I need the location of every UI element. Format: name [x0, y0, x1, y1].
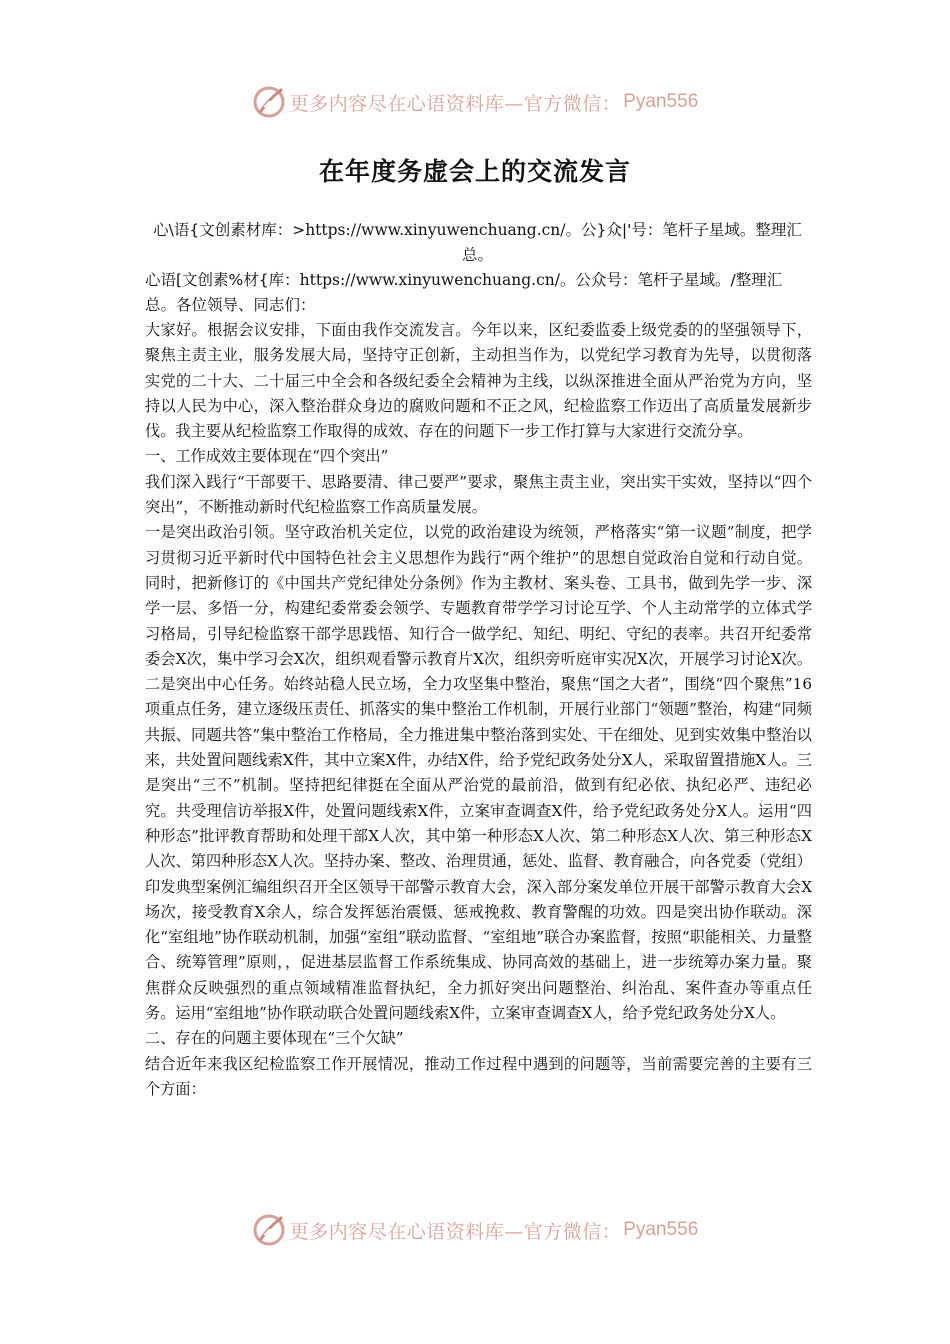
watermark-wechat-id: Pyan556 — [623, 1219, 699, 1240]
paragraph-section-1-detail: 一是突出政治引领。坚守政治机关定位，以党的政治建设为统领，严格落实“第一议题”制度，把学习贯彻习近平新时代中国特色社会主义思想作为践行“两个维护”的思想自觉政治自觉和行动自觉。同时，把新修订的《中国共产党纪律处分条例》作为主教材、案头卷、工具书，做到先学一步、深学一层、多悟一分，构建纪委常委会领学、专题教育带学学习讨论互学、个人主动常学的立体式学习格局，引导纪检监察干部学思践悟、知行合一做学纪、知纪、明纪、守纪的表率。共召开纪委常委会X次，集中学习会X次，组织观看警示教育片X次，组织旁听庭审实况X次，开展学习讨论X次。二是突出中心任务。始终站稳人民立场，全力攻坚集中整治，聚焦“国之大者”，围绕“四个聚焦”16项重点任务，建立逐级压责任、抓落实的集中整治工作机制，开展行业部门“领题”整治，构建“同频共振、同题共答”集中整治工作格局，全力推进集中整治落到实处、干在细处、见到实效集中整治以来，共处置问题线索X件，其中立案X件，办结X件，给予党纪政务处分X人，采取留置措施X人。三是突出“三不”机制。坚持把纪律挺在全面从严治党的最前沿，做到有纪必依、执纪必严、违纪必究。共受理信访举报X件，处置问题线索X件，立案审查调查X件，给予党纪政务处分X人。运用“四种形态”批评教育帮助和处理干部X人次，其中第一种形态X人次、第二种形态X人次、第三种形态X人次、第四种形态X人次。坚持办案、整改、治理贯通，惩处、监督、教育融合，向各党委（党组）印发典型案例汇编组织召开全区领导干部警示教育大会，深入部分案发单位开展干部警示教育大会X场次，接受教育X余人，综合发挥惩治震慑、惩戒挽救、教育警醒的功效。四是突出协作联动。深化“室组地”协作联动机制，加强“室组”联动监督、“室组地”联合办案监督，按照“职能相关、力量整合、统筹管理”原则，，促进基层监督工作系统集成、协同高效的基础上，进一步统筹办案力量。聚焦群众反映强烈的重点领域精准监督执纪，全力抓好突出问题整治、纠治乱、案件查办等重点任务。运用“室组地”协作联动联合处置问题线索X件，立案审查调查X人，给予党纪政务处分X人。 — [145, 523, 812, 1023]
watermark-text: 更多内容尽在心语资料库—官方微信： — [289, 1220, 622, 1243]
source-line-1-prefix: 心\语{文创素材库：> — [153, 221, 306, 239]
document-title: 在年度务虚会上的交流发言 — [318, 157, 631, 186]
watermark-wechat-id: Pyan556 — [623, 91, 699, 112]
source-line-2-suffix: 。公众号：笔杆子星域。/整理汇总。各位领导、同志们： — [145, 271, 783, 314]
watermark-banner-top — [0, 82, 950, 122]
source-line-2 — [145, 268, 810, 318]
brush-logo-icon — [252, 1213, 286, 1247]
document-body — [145, 318, 812, 1102]
paragraph-opening: 大家好。根据会议安排，下面由我作交流发言。今年以来，区纪委监委上级党委的的坚强领导下，聚焦主责主业，服务发展大局，坚持守正创新，主动担当作为，以党纪学习教育为先导，以贯彻落实党的二十大、二十届三中全会和各级纪委全会精神为主线，以纵深推进全面从严治党为方向，坚持以人民为中心，深入整治群众身边的腐败问题和不正之风，纪检监察工作迈出了高质量发展新步伐。我主要从纪检监察工作取得的成效、存在的问题下一步工作打算与大家进行交流分享。 — [145, 321, 812, 441]
source-line-2-prefix: 心语[文创素%材{库： — [145, 271, 300, 289]
heading-section-2: 二、存在的问题主要体现在“三个欠缺” — [145, 1029, 404, 1048]
heading-section-1: 一、工作成效主要体现在“四个突出” — [145, 447, 389, 466]
source-line-1-url[interactable]: https://www.xinyuwenchuang.cn/ — [305, 221, 566, 239]
brush-logo-icon — [252, 85, 286, 119]
source-line-1-suffix: 。公}众|'号：笔杆子星域。整理汇总。 — [461, 221, 802, 264]
paragraph-section-2-intro: 结合近年来我区纪检监察工作开展情况，推动工作过程中遇到的问题等，当前需要完善的主要有三个方面： — [145, 1054, 812, 1098]
source-line-2-url[interactable]: https://www.xinyuwenchuang.cn/ — [299, 271, 560, 289]
source-line-1 — [145, 218, 810, 268]
watermark-banner-bottom — [0, 1210, 950, 1250]
paragraph-section-1-intro: 我们深入践行“干部要干、思路要清、律己要严”要求，聚焦主责主业，突出实干实效，坚持以“四个突出”，不断推动新时代纪检监察工作高质量发展。 — [145, 472, 812, 517]
watermark-text: 更多内容尽在心语资料库—官方微信： — [289, 92, 622, 115]
